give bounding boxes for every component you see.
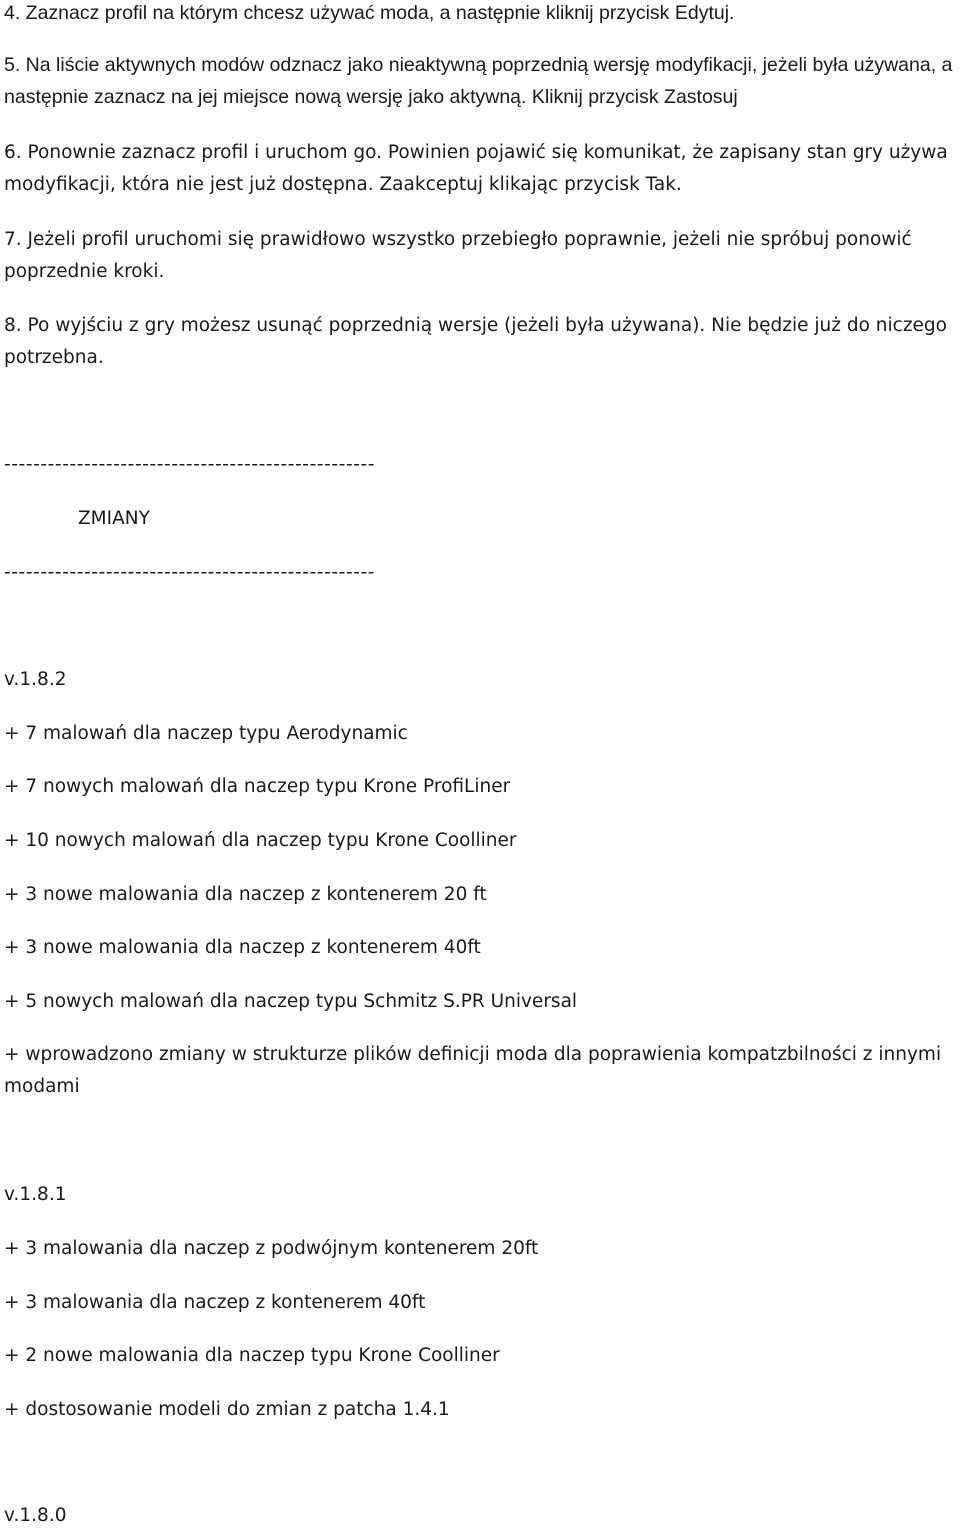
step-4-text: 4. Zaznacz profil na którym chcesz używać moda, a następnie kliknij przycisk Edytuj. (4, 2, 735, 24)
changelog-item: + 3 malowania dla naczep z podwójnym kontenerem 20ft (4, 1238, 539, 1259)
changelog-item: + 3 malowania dla naczep z kontenerem 40ft (4, 1292, 426, 1313)
changelog-item: + dostosowanie modeli do zmian z patcha 1.4.1 (4, 1399, 450, 1420)
changelog-item: + 7 malowań dla naczep typu Aerodynamic (4, 723, 408, 744)
changelog-item: + 5 nowych malowań dla naczep typu Schmitz S.PR Universal (4, 991, 578, 1012)
version-heading: v.1.8.1 (4, 1184, 67, 1205)
changelog-item: + 3 nowe malowania dla naczep z kontenerem 40ft (4, 937, 481, 958)
step-8-text: 8. Po wyjściu z gry możesz usunąć poprzednią wersje (jeżeli była używana). Nie będzie już do niczego potrzebna. (4, 315, 947, 368)
separator-bottom: --------------------------------------------------- (4, 562, 376, 583)
changelog-item: + 2 nowe malowania dla naczep typu Krone Coolliner (4, 1345, 500, 1366)
step-6-text: 6. Ponownie zaznacz profil i uruchom go. Powinien pojawić się komunikat, że zapisany stan gry używa modyfikacji, która nie jest już dostępna. Zaakceptuj klikając przycisk Tak. (4, 142, 948, 195)
step-5-text: 5. Na liście aktywnych modów odznacz jako nieaktywną poprzednią wersję modyfikacji, jeżeli była używana, a następnie zaznacz na jej miejsce nową wersję jako aktywną. Kliknij przycisk Zastosuj (4, 54, 953, 108)
changelog-item: + 7 nowych malowań dla naczep typu Krone ProfiLiner (4, 776, 511, 797)
changelog-item: + wprowadzono zmiany w strukturze plików definicji moda dla poprawienia kompatzbilności z innymi modami (4, 1044, 942, 1097)
changelog-item: + 3 nowe malowania dla naczep z kontenerem 20 ft (4, 884, 487, 905)
changelog-item: + 10 nowych malowań dla naczep typu Krone Coolliner (4, 830, 517, 851)
separator-top: --------------------------------------------------- (4, 454, 376, 475)
version-heading: v.1.8.2 (4, 669, 67, 690)
step-7-text: 7. Jeżeli profil uruchomi się prawidłowo wszystko przebiegło poprawnie, jeżeli nie spróbuj ponowić poprzednie kroki. (4, 229, 912, 282)
version-heading: v.1.8.0 (4, 1505, 67, 1526)
changes-heading: ZMIANY (78, 508, 150, 529)
